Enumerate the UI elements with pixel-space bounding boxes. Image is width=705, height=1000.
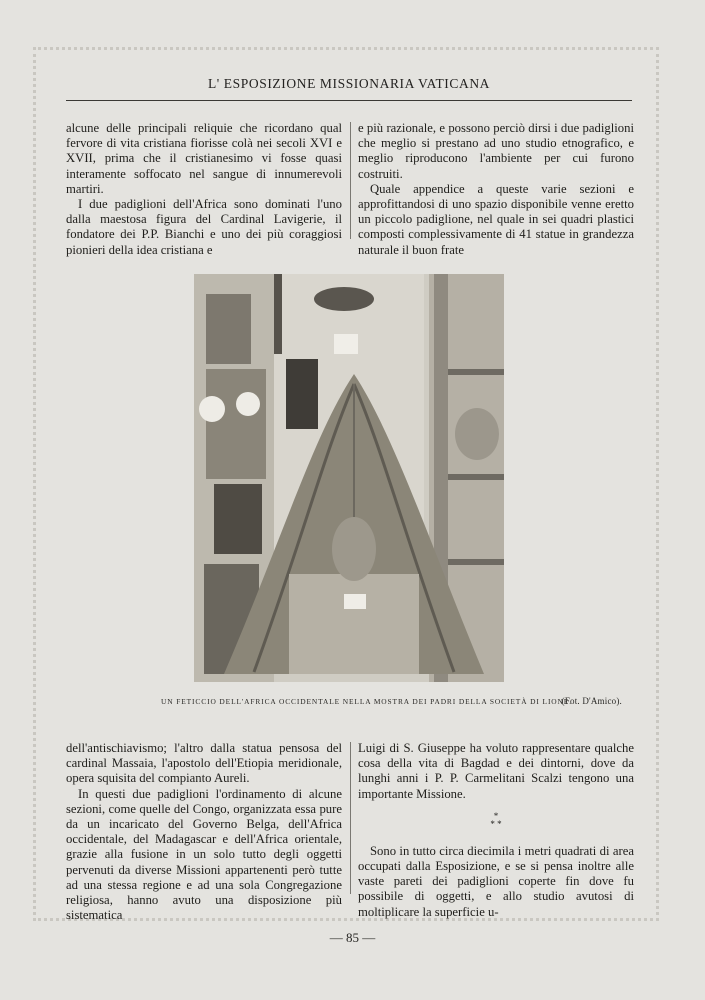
paragraph: Quale appendice a queste varie sezioni e approfittandosi di uno spazio disponibile venne eretto un piccolo padiglione, nel quale in sei quadri plastici composti complessivamente di 41 statue in grandezza naturale il buon frate (358, 181, 634, 257)
fetish-photograph (194, 274, 504, 682)
header-rule (66, 100, 632, 101)
paragraph: dell'antischiavismo; l'altro dalla statua pensosa del cardinal Massaia, l'apostolo dell'Etiopia meridionale, opera squisita del compianto Aureli. (66, 741, 342, 786)
paragraph: In questi due padiglioni l'ordinamento di alcune sezioni, come quelle del Congo, organizzata essa pure da un incaricato del Governo Belga, dell'Africa occidentale, del Madagascar e dell'Africa orientale, grazie alla fusione in un solo tutto degli oggetti pervenuti da diverse Missioni appartenenti però tutte ad una stessa regione e ad una sola Congregazione religiosa, hanno avuto una disposizione più sistematica (66, 786, 342, 923)
photo-illustration (194, 274, 504, 682)
column-bottom-right (358, 741, 634, 920)
column-divider (350, 122, 351, 239)
column-divider (350, 742, 351, 894)
paragraph: alcune delle principali reliquie che ricordano qual fervore di vita cristiana fiorisse colà nei secoli XVI e XVII, prima che il cristianesimo vi fosse quasi interamente soffocato nel sangue di innumerevoli martiri. (66, 121, 342, 196)
page-number: — 85 — (329, 930, 376, 945)
section-separator: * * * (490, 810, 502, 829)
column-top-left (66, 121, 342, 258)
running-header: L' ESPOSIZIONE MISSIONARIA VATICANA (207, 76, 491, 91)
caption-text: UN FETICCIO DELL'AFRICA OCCIDENTALE NELLA MOSTRA DEI PADRI DELLA SOCIETÀ DI LIONE. (161, 697, 572, 706)
paragraph: I due padiglioni dell'Africa sono dominati l'uno dalla maestosa figura del Cardinal Lavigerie, il fondatore dei P.P. Bianchi e uno dei più coraggiosi pionieri della idea cristiana e (66, 197, 342, 257)
paragraph: Luigi di S. Giuseppe ha voluto rappresentare qualche cosa della vita di Bagdad e dei dintorni, dove da lunghi anni i P. P. Carmelitani Scalzi tengono una importante Missione. (358, 741, 634, 801)
photo-credit: (Fot. D'Amico). (561, 696, 622, 706)
column-bottom-left (66, 741, 342, 923)
column-top-right (358, 121, 634, 258)
paragraph: Sono in tutto circa diecimila i metri quadrati di area occupati dalla Esposizione, e se si pensa inoltre alle vaste pareti dei padiglioni coperte fin dove fu possibile di oggetti, e allo studio avutosi di moltiplicare la superficie u- (358, 843, 634, 919)
paragraph: e più razionale, e possono perciò dirsi i due padiglioni che meglio si prestano ad uno studio etnografico, e meglio riproducono l'ambiente per cui furono costruiti. (358, 121, 634, 181)
